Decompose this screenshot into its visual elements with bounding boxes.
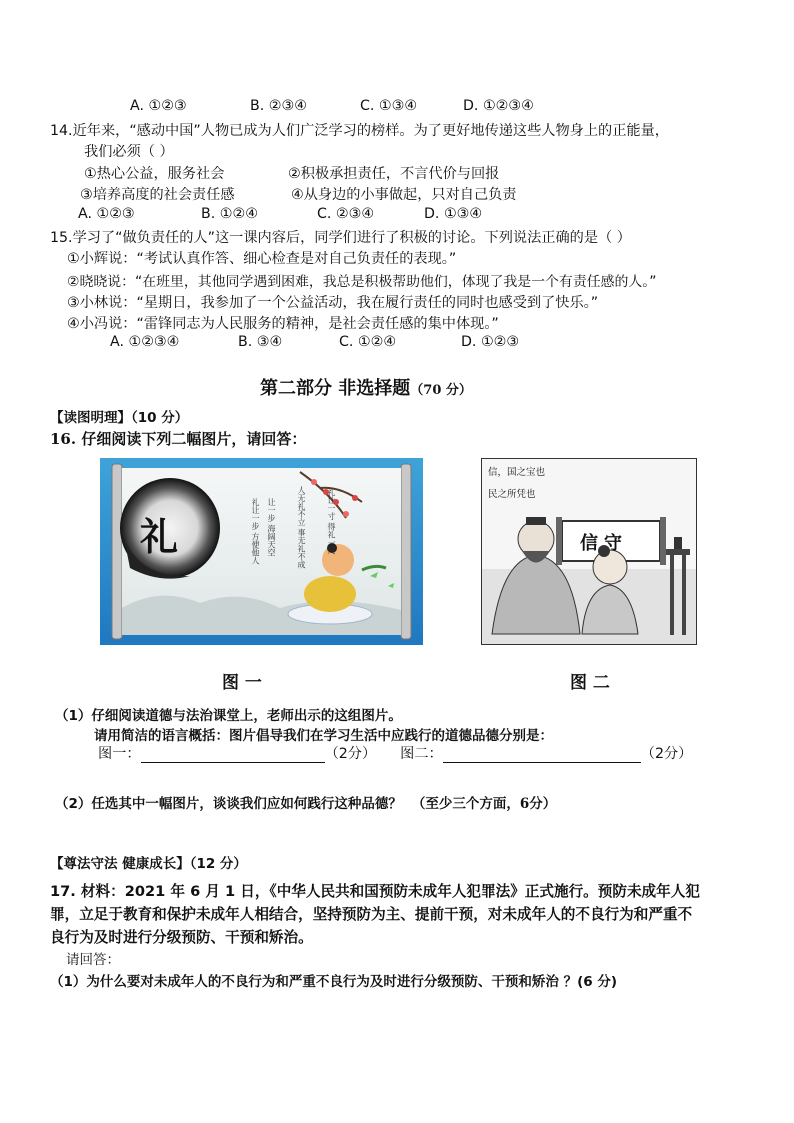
q15-option-b: B. ③④: [238, 334, 283, 350]
figure-1-poem-4: 礼让一步 方便他人: [251, 498, 260, 565]
q14-item-1: ①热心公益，服务社会: [84, 166, 225, 182]
figure-2-cartoon: [481, 458, 697, 645]
q15-option-d: D. ①②③: [461, 334, 520, 350]
figure-2-top-text-2: 民之所凭也: [488, 489, 536, 500]
q17-prompt: 请回答：: [66, 952, 120, 968]
part2-title: 第二部分 非选择题: [260, 378, 411, 399]
q17-sub-question-1: （1）为什么要对未成年人的不良行为和严重不良行为及时进行分级预防、干预和矫治 ？(6 分): [50, 974, 618, 990]
q14-option-c: C. ②③④: [317, 206, 375, 222]
q14-option-d: D. ①③④: [424, 206, 483, 222]
q15-option-c: C. ①②④: [339, 334, 397, 350]
q14-stem: 14.近年来，“感动中国”人物已成为人们广泛学习的榜样。为了更好地传递这些人物身上的正能量，: [50, 123, 669, 139]
q16-part-2: [55, 792, 556, 812]
q13-option-b: B. ②③④: [250, 98, 307, 114]
figure-2-answer-score: （2分）: [640, 746, 693, 762]
figure-2-answer-label: 图二：: [400, 746, 443, 762]
figure-1-caption: 图 一: [222, 673, 262, 693]
figure-2-top-text-1: 信，国之宝也: [488, 467, 546, 478]
q17-material-line-1: 17. 材料：2021 年 6 月 1 日，《中华人民共和国预防未成年人犯罪法》正式施行。预防未成年人犯: [50, 883, 700, 900]
q14-options: [78, 206, 482, 222]
section-read-picture-title: 【读图明理】（10 分）: [50, 410, 189, 426]
q13-option-d: D. ①②③④: [463, 98, 534, 114]
q16-part-2-question: （2）任选其中一幅图片，谈谈我们应如何践行这种品德？: [55, 796, 402, 812]
q14-option-a: A. ①②③: [78, 206, 135, 222]
figure-1-scroll-painting: [100, 458, 423, 645]
figure-1-answer-score: （2分）: [324, 746, 377, 762]
q16-part-1-instruction: 请用简洁的语言概括：图片倡导我们在学习生活中应践行的道德品德分别是：: [94, 728, 553, 744]
q15-statement-1: ①小辉说：“考试认真作答、细心检查是对自己负责任的表现。”: [67, 251, 457, 267]
q16-blank-row: [98, 743, 692, 763]
figure-1-poem-3: 让一步 海阔天空: [267, 498, 276, 557]
q16-stem: 16. 仔细阅读下列二幅图片，请回答：: [50, 430, 307, 448]
figure-1-answer-blank[interactable]: [141, 746, 325, 763]
q13-options: [130, 98, 534, 114]
figure-1-answer-label: 图一：: [98, 746, 141, 762]
figure-2-answer-blank[interactable]: [443, 746, 641, 763]
q15-statement-3: ③小林说：“星期日，我参加了一个公益活动，我在履行责任的同时也感受到了快乐。”: [67, 295, 599, 311]
q16-part-1: （1）仔细阅读道德与法治课堂上，老师出示的这组图片。: [55, 708, 402, 724]
figure-2-plaque-text: 信守: [580, 533, 628, 554]
q15-options: [110, 334, 519, 350]
q14-item-4: ④从身边的小事做起，只对自己负责: [291, 187, 517, 203]
q15-statement-4: ④小冯说：“雷锋同志为人民服务的精神，是社会责任感的集中体现。”: [67, 316, 499, 332]
q17-material-line-3: 良行为及时进行分级预防、干预和矫治。: [50, 929, 313, 946]
q14-option-b: B. ①②④: [201, 206, 258, 222]
q17-material-line-2: 罪，立足于教育和保护未成年人相结合，坚持预防为主、提前干预，对未成年人的不良行为和严重不: [50, 906, 693, 923]
q15-statement-2: ②晓晓说：“在班里，其他同学遇到困难，我总是积极帮助他们，体现了我是一个有责任感的人。”: [67, 274, 657, 290]
part2-heading: [260, 374, 472, 400]
figure-1-poem-2: 人无礼不立 事无礼不成: [297, 486, 306, 569]
q14-item-2: ②积极承担责任，不言代价与回报: [288, 166, 500, 182]
section-law-title: 【尊法守法 健康成长】（12 分）: [50, 856, 247, 872]
figure-1-poem-1: 礼让一寸 得礼一尺: [327, 488, 336, 555]
figure-2-caption: 图 二: [570, 673, 610, 693]
q14-stem-continued: 我们必须（ ）: [84, 144, 174, 160]
q14-item-3: ③培养高度的社会责任感: [80, 187, 235, 203]
part2-score: （70 分）: [410, 383, 472, 398]
q16-part-2-note: （至少三个方面，6分）: [411, 796, 557, 812]
q13-option-c: C. ①③④: [360, 98, 418, 114]
q15-stem: 15.学习了“做负责任的人”这一课内容后，同学们进行了积极的讨论。下列说法正确的是（ ）: [50, 230, 631, 246]
q15-option-a: A. ①②③④: [110, 334, 180, 350]
q13-option-a: A. ①②③: [130, 98, 187, 114]
figure-1-li-character: 礼: [140, 514, 179, 559]
